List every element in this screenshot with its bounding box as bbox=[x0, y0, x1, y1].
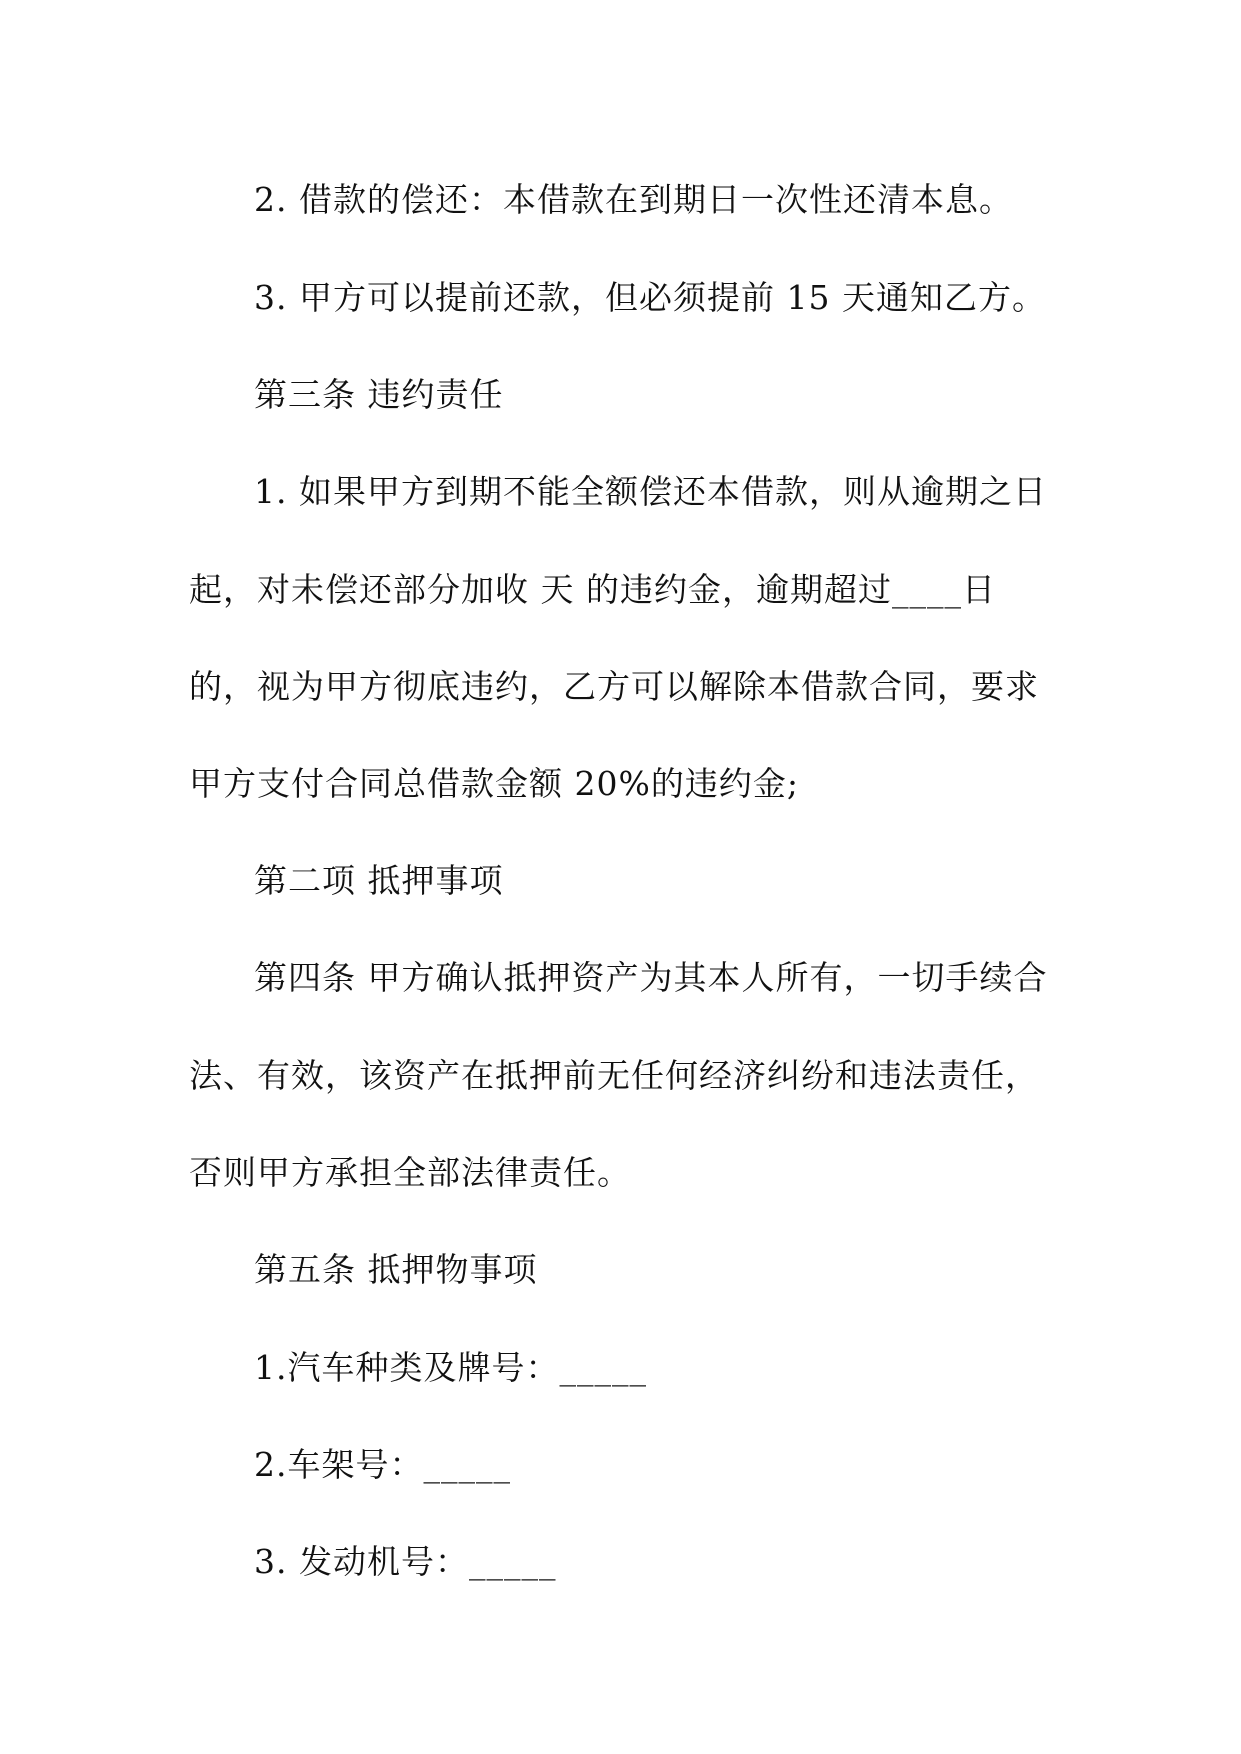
clause-repayment: 2. 借款的偿还：本借款在到期日一次性还清本息。 bbox=[254, 180, 1013, 219]
heading-section-2: 第二项 抵押事项 bbox=[254, 861, 504, 900]
field-engine-number: 3. 发动机号：_____ bbox=[254, 1542, 557, 1581]
article-4-line-2: 法、有效，该资产在抵押前无任何经济纠纷和违法责任， bbox=[189, 1056, 1039, 1095]
field-vehicle-type-plate: 1.汽车种类及牌号：_____ bbox=[254, 1348, 647, 1387]
field-frame-number: 2.车架号：_____ bbox=[254, 1445, 511, 1484]
clause-default-line-4: 甲方支付合同总借款金额 20%的违约金; bbox=[189, 764, 799, 803]
article-4-line-1: 第四条 甲方确认抵押资产为其本人所有，一切手续合 bbox=[254, 958, 1048, 997]
clause-default-line-3: 的，视为甲方彻底违约，乙方可以解除本借款合同，要求 bbox=[189, 667, 1039, 706]
article-4-line-3: 否则甲方承担全部法律责任。 bbox=[189, 1153, 631, 1192]
clause-default-line-2: 起，对未偿还部分加收 天 的违约金，逾期超过____日 bbox=[189, 570, 996, 609]
clause-early-repayment: 3. 甲方可以提前还款，但必须提前 15 天通知乙方。 bbox=[254, 278, 1046, 317]
heading-article-5: 第五条 抵押物事项 bbox=[254, 1250, 538, 1289]
clause-default-line-1: 1. 如果甲方到期不能全额偿还本借款，则从逾期之日 bbox=[254, 472, 1047, 511]
heading-article-3: 第三条 违约责任 bbox=[254, 375, 504, 414]
